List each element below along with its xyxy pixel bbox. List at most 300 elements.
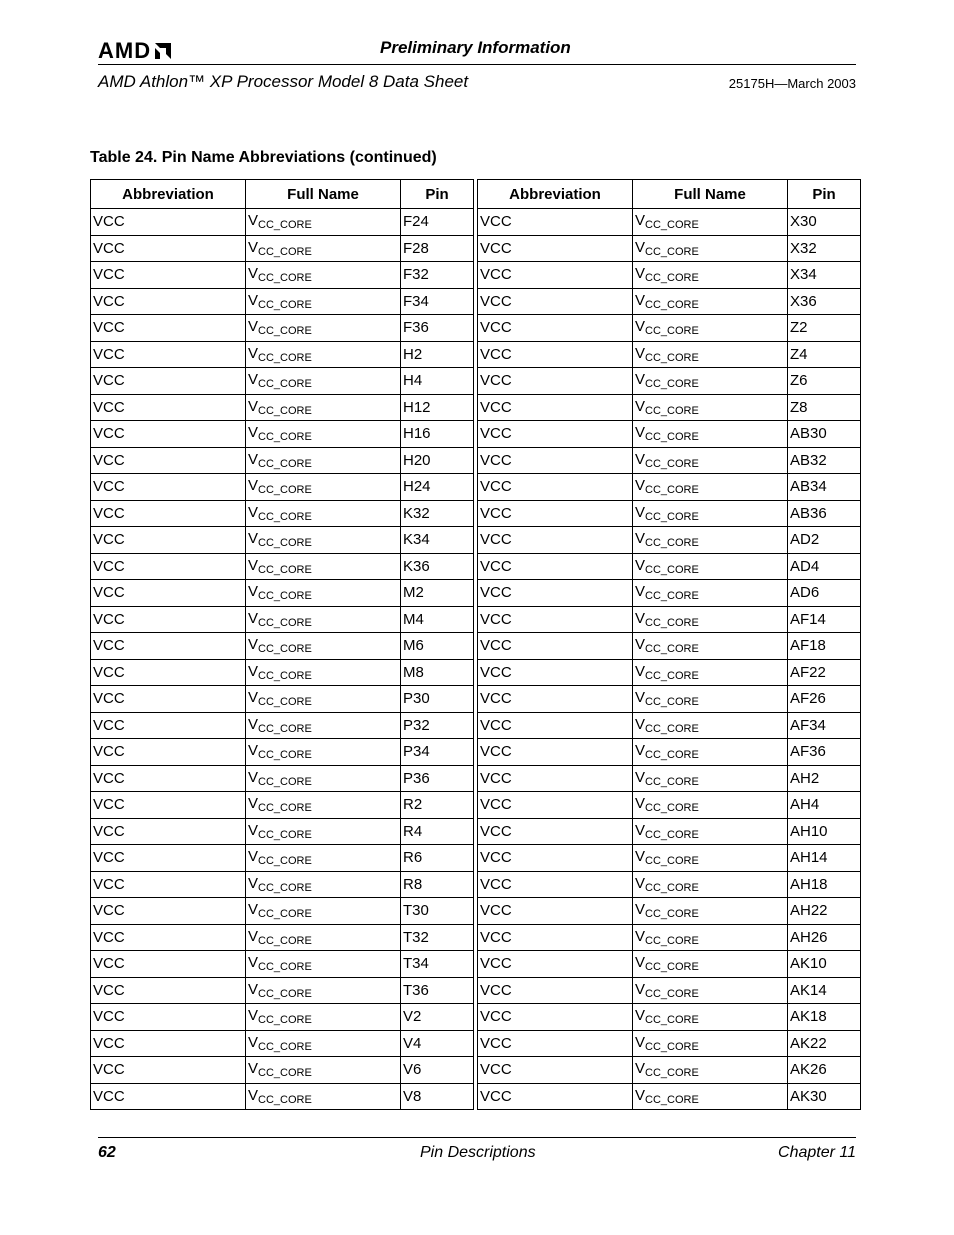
full-name-cell	[246, 977, 401, 1004]
pin-cell: AF18	[788, 633, 861, 660]
table-row	[91, 341, 474, 368]
footer-divider	[98, 1137, 856, 1138]
full-name-cell	[246, 553, 401, 580]
full-name-subscript: CC_CORE	[645, 537, 699, 550]
full-name-subscript: CC_CORE	[258, 1093, 312, 1106]
full-name-subscript: CC_CORE	[645, 669, 699, 682]
full-name-cell	[246, 739, 401, 766]
pin-cell: H20	[401, 447, 474, 474]
pin-cell: AF14	[788, 606, 861, 633]
full-name-subscript: CC_CORE	[258, 325, 312, 338]
abbreviation-cell: VCC	[91, 977, 246, 1004]
full-name-cell	[633, 686, 788, 713]
full-name-subscript: CC_CORE	[645, 934, 699, 947]
full-name-subscript: CC_CORE	[645, 855, 699, 868]
table-row	[478, 1057, 861, 1084]
abbreviation-cell: VCC	[91, 1083, 246, 1110]
full-name-subscript: CC_CORE	[258, 1040, 312, 1053]
full-name-subscript: CC_CORE	[645, 802, 699, 815]
table-row	[478, 818, 861, 845]
full-name-base: V	[248, 715, 259, 733]
pin-cell: M4	[401, 606, 474, 633]
pin-cell: X32	[788, 235, 861, 262]
full-name-base: V	[248, 530, 259, 548]
full-name-cell	[246, 845, 401, 872]
table-row	[478, 1030, 861, 1057]
full-name-cell	[633, 1004, 788, 1031]
full-name-cell	[633, 924, 788, 951]
full-name-base: V	[248, 238, 259, 256]
logo-text: AMD	[98, 38, 152, 63]
full-name-cell	[633, 421, 788, 448]
table-row	[91, 447, 474, 474]
full-name-base: V	[635, 1086, 646, 1104]
full-name-cell	[633, 606, 788, 633]
table-header-row	[478, 180, 861, 209]
table-row	[91, 739, 474, 766]
full-name-base: V	[248, 874, 259, 892]
table-row	[91, 368, 474, 395]
abbreviation-cell: VCC	[478, 1083, 633, 1110]
table-row	[478, 1004, 861, 1031]
full-name-cell	[633, 818, 788, 845]
page-number: 62	[98, 1144, 116, 1161]
abbreviation-cell: VCC	[91, 1057, 246, 1084]
full-name-base: V	[635, 503, 646, 521]
full-name-subscript: CC_CORE	[258, 245, 312, 258]
pin-cell: K36	[401, 553, 474, 580]
header-divider	[98, 64, 856, 65]
full-name-subscript: CC_CORE	[645, 298, 699, 311]
full-name-base: V	[248, 291, 259, 309]
table-row	[91, 527, 474, 554]
pin-cell: P32	[401, 712, 474, 739]
abbreviation-cell: VCC	[478, 1030, 633, 1057]
full-name-base: V	[635, 821, 646, 839]
abbreviation-cell: VCC	[91, 447, 246, 474]
header-pin: Pin	[401, 180, 474, 209]
full-name-base: V	[635, 954, 646, 972]
pin-cell: F32	[401, 262, 474, 289]
table-row	[91, 235, 474, 262]
pin-cell: X30	[788, 209, 861, 236]
full-name-base: V	[635, 371, 646, 389]
full-name-base: V	[248, 1086, 259, 1104]
full-name-cell	[246, 712, 401, 739]
abbreviation-cell: VCC	[91, 315, 246, 342]
abbreviation-cell: VCC	[91, 527, 246, 554]
pin-cell: P34	[401, 739, 474, 766]
pin-cell: V2	[401, 1004, 474, 1031]
full-name-base: V	[635, 556, 646, 574]
pin-cell: T36	[401, 977, 474, 1004]
full-name-cell	[633, 315, 788, 342]
full-name-subscript: CC_CORE	[258, 351, 312, 364]
pin-cell: AH26	[788, 924, 861, 951]
abbreviation-cell: VCC	[91, 394, 246, 421]
pin-cell: AK18	[788, 1004, 861, 1031]
pin-cell: Z8	[788, 394, 861, 421]
full-name-subscript: CC_CORE	[258, 219, 312, 232]
table-row	[478, 871, 861, 898]
full-name-subscript: CC_CORE	[645, 775, 699, 788]
full-name-base: V	[635, 636, 646, 654]
abbreviation-cell: VCC	[91, 1004, 246, 1031]
section-name: Pin Descriptions	[420, 1144, 536, 1161]
table-row	[91, 765, 474, 792]
abbreviation-cell: VCC	[478, 792, 633, 819]
full-name-base: V	[635, 1060, 646, 1078]
full-name-subscript: CC_CORE	[258, 802, 312, 815]
pin-cell: V4	[401, 1030, 474, 1057]
full-name-base: V	[635, 901, 646, 919]
full-name-cell	[246, 898, 401, 925]
full-name-base: V	[248, 556, 259, 574]
table-row	[478, 712, 861, 739]
full-name-subscript: CC_CORE	[258, 961, 312, 974]
pin-cell: AH22	[788, 898, 861, 925]
header-abbreviation: Abbreviation	[478, 180, 633, 209]
full-name-cell	[246, 421, 401, 448]
table-row	[478, 606, 861, 633]
table-row	[91, 977, 474, 1004]
full-name-cell	[246, 1083, 401, 1110]
pin-cell: AH18	[788, 871, 861, 898]
abbreviation-cell: VCC	[478, 209, 633, 236]
full-name-base: V	[635, 795, 646, 813]
pin-cell: F24	[401, 209, 474, 236]
full-name-cell	[633, 977, 788, 1004]
full-name-base: V	[635, 318, 646, 336]
table-row	[91, 580, 474, 607]
pin-cell: H12	[401, 394, 474, 421]
pin-cell: X34	[788, 262, 861, 289]
pin-cell: H2	[401, 341, 474, 368]
abbreviation-cell: VCC	[478, 394, 633, 421]
full-name-base: V	[248, 265, 259, 283]
table-row	[91, 924, 474, 951]
full-name-subscript: CC_CORE	[258, 722, 312, 735]
table-row	[91, 474, 474, 501]
full-name-subscript: CC_CORE	[258, 669, 312, 682]
pin-cell: AF22	[788, 659, 861, 686]
pin-cell: K32	[401, 500, 474, 527]
full-name-subscript: CC_CORE	[258, 908, 312, 921]
table-row	[478, 500, 861, 527]
full-name-cell	[633, 235, 788, 262]
abbreviation-cell: VCC	[478, 924, 633, 951]
full-name-subscript: CC_CORE	[258, 378, 312, 391]
full-name-subscript: CC_CORE	[645, 351, 699, 364]
full-name-subscript: CC_CORE	[258, 272, 312, 285]
full-name-base: V	[248, 318, 259, 336]
pin-cell: Z2	[788, 315, 861, 342]
full-name-cell	[246, 288, 401, 315]
abbreviation-cell: VCC	[91, 818, 246, 845]
table-row	[91, 421, 474, 448]
pin-cell: AH10	[788, 818, 861, 845]
full-name-subscript: CC_CORE	[258, 537, 312, 550]
abbreviation-cell: VCC	[478, 818, 633, 845]
full-name-subscript: CC_CORE	[645, 881, 699, 894]
full-name-cell	[246, 1004, 401, 1031]
full-name-base: V	[248, 583, 259, 601]
full-name-cell	[246, 315, 401, 342]
abbreviation-cell: VCC	[91, 288, 246, 315]
full-name-base: V	[635, 212, 646, 230]
abbreviation-cell: VCC	[91, 898, 246, 925]
full-name-base: V	[635, 450, 646, 468]
pin-cell: AD6	[788, 580, 861, 607]
full-name-cell	[246, 262, 401, 289]
abbreviation-cell: VCC	[91, 209, 246, 236]
full-name-base: V	[635, 477, 646, 495]
chapter-label: Chapter 11	[778, 1144, 856, 1161]
pin-cell: AB32	[788, 447, 861, 474]
pin-cell: AK26	[788, 1057, 861, 1084]
table-row	[91, 659, 474, 686]
full-name-base: V	[248, 371, 259, 389]
full-name-base: V	[248, 821, 259, 839]
full-name-base: V	[248, 689, 259, 707]
full-name-base: V	[248, 742, 259, 760]
full-name-subscript: CC_CORE	[645, 987, 699, 1000]
full-name-cell	[246, 209, 401, 236]
full-name-cell	[633, 500, 788, 527]
full-name-base: V	[248, 424, 259, 442]
pin-cell: AD2	[788, 527, 861, 554]
full-name-base: V	[248, 662, 259, 680]
full-name-base: V	[635, 424, 646, 442]
abbreviation-cell: VCC	[478, 500, 633, 527]
table-row	[91, 898, 474, 925]
table-row	[478, 447, 861, 474]
abbreviation-cell: VCC	[91, 262, 246, 289]
full-name-subscript: CC_CORE	[645, 563, 699, 576]
abbreviation-cell: VCC	[91, 686, 246, 713]
abbreviation-cell: VCC	[91, 368, 246, 395]
full-name-base: V	[248, 848, 259, 866]
full-name-cell	[633, 447, 788, 474]
pin-cell: M6	[401, 633, 474, 660]
full-name-base: V	[248, 901, 259, 919]
pin-cell: K34	[401, 527, 474, 554]
full-name-cell	[246, 686, 401, 713]
table-row	[91, 315, 474, 342]
full-name-cell	[633, 580, 788, 607]
full-name-base: V	[635, 662, 646, 680]
table-row	[478, 235, 861, 262]
header-full-name: Full Name	[633, 180, 788, 209]
full-name-cell	[246, 606, 401, 633]
table-row	[478, 527, 861, 554]
pin-cell: R4	[401, 818, 474, 845]
full-name-cell	[633, 209, 788, 236]
full-name-subscript: CC_CORE	[645, 590, 699, 603]
abbreviation-cell: VCC	[91, 765, 246, 792]
full-name-cell	[246, 659, 401, 686]
full-name-base: V	[635, 397, 646, 415]
full-name-subscript: CC_CORE	[645, 616, 699, 629]
full-name-subscript: CC_CORE	[258, 457, 312, 470]
full-name-cell	[633, 1030, 788, 1057]
full-name-base: V	[635, 689, 646, 707]
full-name-base: V	[248, 636, 259, 654]
full-name-subscript: CC_CORE	[645, 484, 699, 497]
pin-cell: P36	[401, 765, 474, 792]
full-name-base: V	[248, 397, 259, 415]
full-name-subscript: CC_CORE	[258, 590, 312, 603]
pin-cell: R6	[401, 845, 474, 872]
pin-cell: AK30	[788, 1083, 861, 1110]
full-name-cell	[246, 1030, 401, 1057]
full-name-subscript: CC_CORE	[258, 1067, 312, 1080]
abbreviation-cell: VCC	[478, 659, 633, 686]
table-row	[478, 315, 861, 342]
full-name-base: V	[248, 477, 259, 495]
full-name-base: V	[635, 927, 646, 945]
abbreviation-cell: VCC	[478, 262, 633, 289]
table-row	[91, 553, 474, 580]
amd-arrow-icon	[153, 41, 173, 61]
full-name-subscript: CC_CORE	[645, 696, 699, 709]
full-name-cell	[633, 1057, 788, 1084]
table-header-row	[91, 180, 474, 209]
full-name-base: V	[635, 238, 646, 256]
full-name-subscript: CC_CORE	[645, 245, 699, 258]
full-name-cell	[633, 341, 788, 368]
full-name-subscript: CC_CORE	[645, 908, 699, 921]
abbreviation-cell: VCC	[91, 474, 246, 501]
pin-table-left	[90, 179, 474, 1110]
full-name-base: V	[635, 742, 646, 760]
full-name-subscript: CC_CORE	[258, 616, 312, 629]
full-name-cell	[633, 527, 788, 554]
pin-cell: F36	[401, 315, 474, 342]
abbreviation-cell: VCC	[478, 898, 633, 925]
full-name-subscript: CC_CORE	[645, 749, 699, 762]
table-row	[478, 288, 861, 315]
table-row	[91, 288, 474, 315]
pin-cell: AH2	[788, 765, 861, 792]
abbreviation-cell: VCC	[91, 871, 246, 898]
full-name-cell	[246, 235, 401, 262]
full-name-base: V	[635, 265, 646, 283]
full-name-cell	[246, 1057, 401, 1084]
full-name-base: V	[248, 503, 259, 521]
abbreviation-cell: VCC	[91, 606, 246, 633]
amd-logo	[98, 40, 173, 62]
full-name-cell	[246, 500, 401, 527]
full-name-base: V	[635, 874, 646, 892]
full-name-cell	[633, 633, 788, 660]
full-name-cell	[246, 447, 401, 474]
full-name-base: V	[248, 795, 259, 813]
full-name-subscript: CC_CORE	[258, 828, 312, 841]
document-number: 25175H—March 2003	[728, 76, 856, 91]
abbreviation-cell: VCC	[91, 500, 246, 527]
pin-cell: M2	[401, 580, 474, 607]
table-row	[478, 977, 861, 1004]
full-name-base: V	[248, 927, 259, 945]
full-name-subscript: CC_CORE	[258, 696, 312, 709]
full-name-cell	[246, 527, 401, 554]
table-row	[478, 686, 861, 713]
abbreviation-cell: VCC	[478, 288, 633, 315]
full-name-cell	[246, 951, 401, 978]
full-name-subscript: CC_CORE	[645, 1067, 699, 1080]
full-name-subscript: CC_CORE	[645, 457, 699, 470]
full-name-cell	[633, 394, 788, 421]
abbreviation-cell: VCC	[91, 659, 246, 686]
abbreviation-cell: VCC	[478, 765, 633, 792]
abbreviation-cell: VCC	[91, 553, 246, 580]
header-abbreviation: Abbreviation	[91, 180, 246, 209]
table-row	[478, 474, 861, 501]
full-name-cell	[633, 262, 788, 289]
table-row	[91, 792, 474, 819]
full-name-base: V	[248, 450, 259, 468]
abbreviation-cell: VCC	[478, 606, 633, 633]
header-full-name: Full Name	[246, 180, 401, 209]
table-row	[91, 1057, 474, 1084]
full-name-subscript: CC_CORE	[258, 749, 312, 762]
full-name-base: V	[635, 768, 646, 786]
abbreviation-cell: VCC	[478, 553, 633, 580]
abbreviation-cell: VCC	[478, 1004, 633, 1031]
abbreviation-cell: VCC	[478, 871, 633, 898]
table-caption: Table 24. Pin Name Abbreviations (continued)	[90, 149, 437, 166]
table-row	[91, 1030, 474, 1057]
abbreviation-cell: VCC	[478, 580, 633, 607]
full-name-base: V	[635, 980, 646, 998]
table-row	[478, 1083, 861, 1110]
pin-cell: AK14	[788, 977, 861, 1004]
table-row	[91, 500, 474, 527]
pin-cell: H16	[401, 421, 474, 448]
full-name-subscript: CC_CORE	[645, 378, 699, 391]
pin-cell: AB30	[788, 421, 861, 448]
abbreviation-cell: VCC	[478, 845, 633, 872]
pin-cell: AF34	[788, 712, 861, 739]
abbreviation-cell: VCC	[91, 1030, 246, 1057]
full-name-cell	[246, 580, 401, 607]
table-row	[91, 606, 474, 633]
full-name-cell	[246, 792, 401, 819]
table-row	[478, 659, 861, 686]
table-row	[478, 898, 861, 925]
full-name-cell	[633, 765, 788, 792]
full-name-subscript: CC_CORE	[645, 722, 699, 735]
full-name-subscript: CC_CORE	[645, 272, 699, 285]
full-name-subscript: CC_CORE	[258, 775, 312, 788]
document-title: AMD Athlon™ XP Processor Model 8 Data Sheet	[98, 72, 469, 91]
abbreviation-cell: VCC	[91, 421, 246, 448]
pin-cell: AK10	[788, 951, 861, 978]
full-name-base: V	[248, 1033, 259, 1051]
table-row	[91, 712, 474, 739]
abbreviation-cell: VCC	[91, 845, 246, 872]
abbreviation-cell: VCC	[91, 580, 246, 607]
full-name-cell	[246, 871, 401, 898]
full-name-subscript: CC_CORE	[645, 1040, 699, 1053]
table-row	[91, 871, 474, 898]
table-row	[478, 262, 861, 289]
abbreviation-cell: VCC	[478, 1057, 633, 1084]
abbreviation-cell: VCC	[91, 235, 246, 262]
pin-cell: T34	[401, 951, 474, 978]
full-name-subscript: CC_CORE	[258, 934, 312, 947]
